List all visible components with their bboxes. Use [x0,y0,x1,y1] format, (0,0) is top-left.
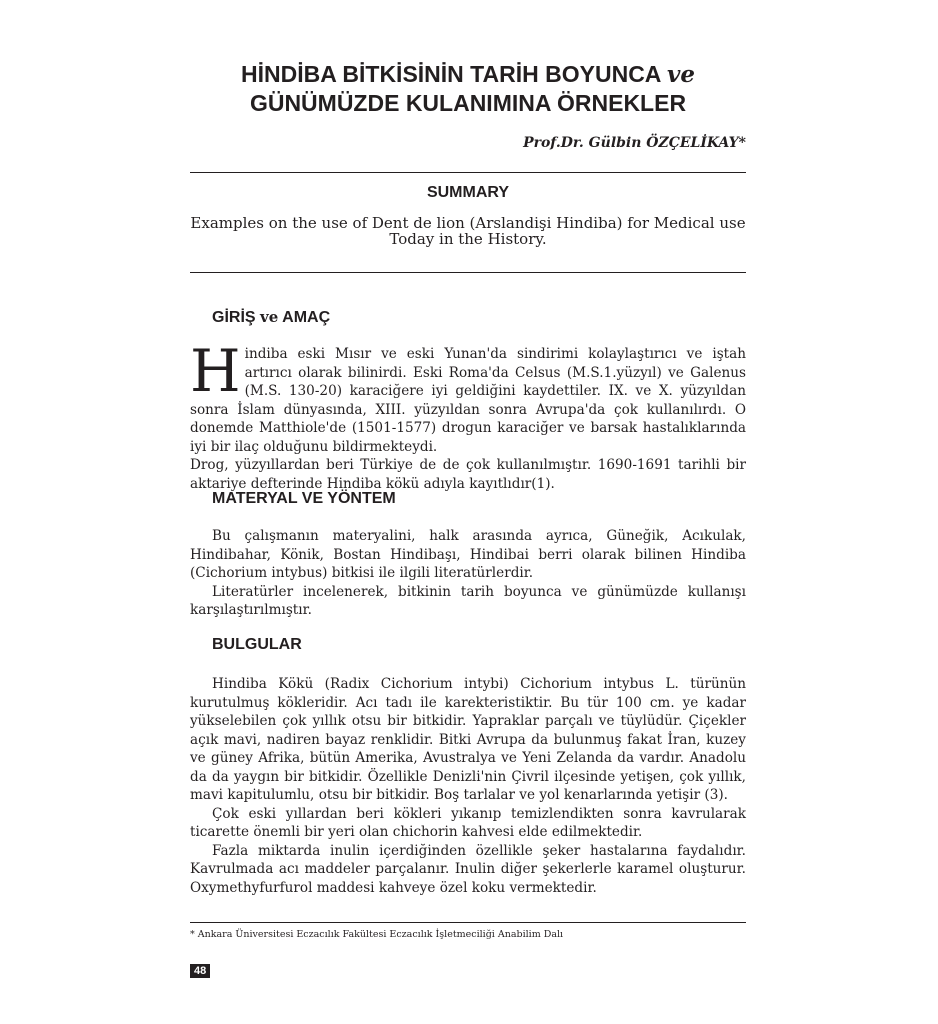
title-line-1-ve: ve [666,61,695,88]
bulgular-paragraph-3: Fazla miktarda inulin içerdiğinden özellikle şeker hastalarına faydalıdır. Kavrulmada acı maddeler parçalanır. Inulin diğer şekerlerle karamel oluşturur. Oxymethyfurfurol maddesi kahveye özel koku vermektedir. [190,842,746,896]
bulgular-paragraph-1: Hindiba Kökü (Radix Cichorium intybi) Cichorium intybus L. türünün kurutulmuş kökleridir. Acı tadı ile karekteristiktir. Bu tür 100 cm. ye kadar yükselebilen çok yıllık otsu bir bitkidir. Yapraklar parçalı ve tüylüdür. Çiçekler açık mavi, nadiren bayaz renklidir. Bitki Avrupa da bulunmuş fakat İran, kuzey ve güney Afrika, bütün Amerika, Avustralya ve Yeni Zelanda da vardır. Anadolu da da yaygın bir bitkidir. Özellikle Denizli'nin Çivril ilçesinde yetişen, çok yıllık, mavi kapitulumlu, otsu bir bitkidir. Boş tarlalar ve yol kenarlarında yetişir (3). [190,676,746,803]
giris-heading-word: GİRİŞ [212,309,256,326]
summary-heading: SUMMARY [426,184,510,201]
giris-paragraph-1 [190,337,746,456]
materyal-paragraph-2: Literatürler incelenerek, bitkinin tarih boyunca ve günümüzde kullanışı karşılaştırılmıştır. [190,583,746,618]
giris-heading-ve: ve [260,308,279,326]
title-line-1 [190,60,746,89]
materyal-body [190,527,746,620]
giris-paragraph-1-text: indiba eski Mısır ve eski Yunan'da sindirimi kolaylaştırıcı ve iştah artırıcı olarak bilinirdi. Eski Roma'da Celsus (M.S.1.yüzyıl) ve Galenus (M.S. 130-20) karaciğere iyi geldiğini kaydettiler. IX. ve X. yüzyıldan sonra İslam dünyasında, XIII. yüzyıldan sonra Avrupa'da çok kullanılırdı. O donemde Matthiole'de (1501-1577) drogun karaciğer ve barsak hastalıklarında iyi bir ilaç olduğunu bildirmekteydi. [190,346,746,455]
title-line-2: GÜNÜMÜZDE KULANIMINA ÖRNEKLER [249,90,687,116]
giris-heading-rest: AMAÇ [282,309,331,326]
materyal-paragraph-1: Bu çalışmanın materyalini, halk arasında ayrıca, Güneğik, Acıkulak, Hindibahar, Könik, Bostan Hindibaşı, Hindibai berri olarak bilinen Hindiba (Cichorium intybus) bitkisi ile ilgili literatürlerdir. [190,528,746,581]
drop-cap: H [190,337,241,405]
giris-body [190,337,746,493]
bulgular-body [190,675,746,897]
section-heading-bulgular: BULGULAR [212,636,302,653]
summary-divider [190,272,746,273]
section-heading-giris [212,308,330,327]
author-name: Prof.Dr. Gülbin ÖZÇELİKAY* [523,135,746,151]
footnote-divider [190,922,746,923]
page-number: 48 [190,964,210,978]
summary-text: Examples on the use of Dent de lion (Arslandişi Hindiba) for Medical use Today in the History. [190,214,746,248]
section-heading-materyal: MATERYAL VE YÖNTEM [212,490,396,507]
title-line-1-text: HİNDİBA BİTKİSİNİN TARİH BOYUNCA [241,61,661,87]
article-title [190,60,746,118]
giris-paragraph-2: Drog, yüzyıllardan beri Türkiye de de çok kullanılmıştır. 1690-1691 tarihli bir aktariye defterinde Hindiba kökü adıyla kayıtlıdır(1). [190,457,746,492]
footnote: * Ankara Üniversitesi Eczacılık Fakültesi Eczacılık İşletmeciliği Anabilim Dalı [190,929,564,940]
top-divider [190,172,746,173]
bulgular-paragraph-2: Çok eski yıllardan beri kökleri yıkanıp temizlendikten sonra kavrularak ticarette önemli bir yeri olan chichorin kahvesi elde edilmektedir. [190,805,746,840]
